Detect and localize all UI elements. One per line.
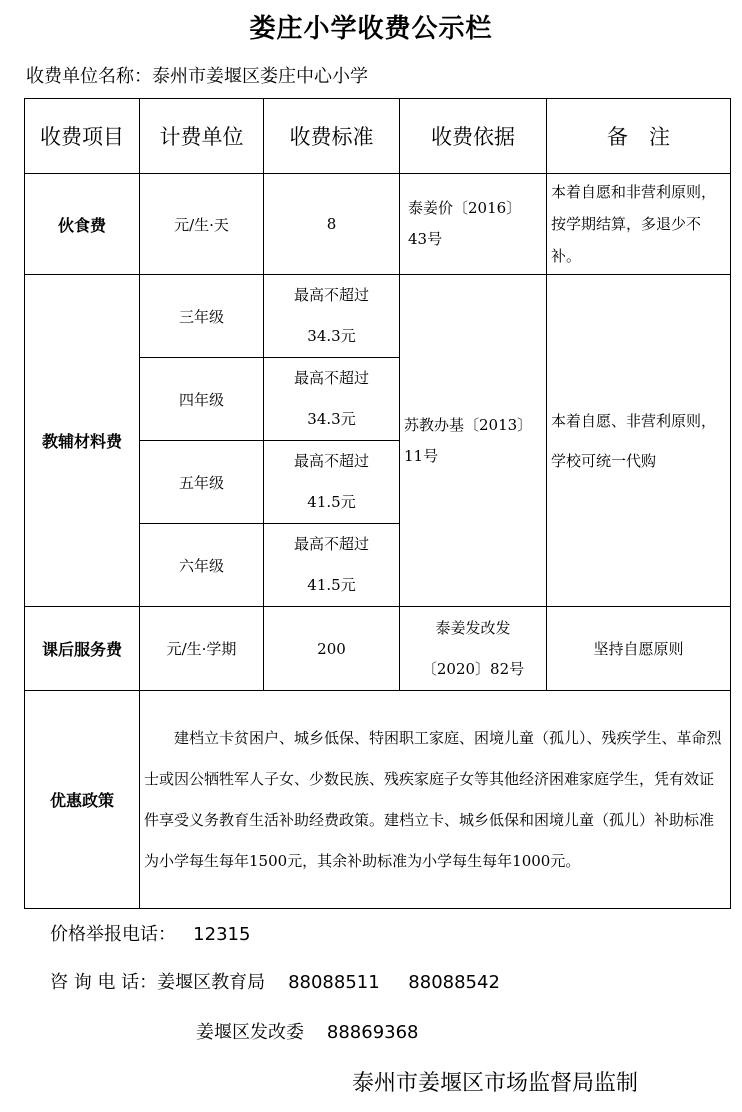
table-row — [25, 174, 731, 275]
standard-line: 41.5元 — [307, 493, 356, 511]
edu-phone: 88088542 — [408, 972, 500, 993]
standard-cell — [264, 358, 400, 441]
basis-line: 苏教办基〔2013〕 — [404, 415, 533, 434]
standard-cell — [264, 441, 400, 524]
standard-line: 最高不超过 — [293, 452, 369, 470]
standard-cell — [264, 524, 400, 607]
page-title: 娄庄小学收费公示栏 — [249, 14, 493, 44]
policy-text: 建档立卡贫困户、城乡低保、特困职工家庭、困境儿童（孤儿）、残疾学生、革命烈士或因公牺牲军人子女、少数民族、残疾家庭子女等其他经济困难家庭学生，凭有效证件享受义务教育生活补助经费政策。建档立卡、城乡低保和困境儿童（孤儿）补助标准为小学每生每年1500元，其余补助标准为小学每生每年1000元。 — [140, 691, 731, 909]
report-phone-line — [50, 920, 250, 946]
header-cell: 计费单位 — [140, 99, 264, 174]
table-row — [25, 691, 731, 909]
header-cell: 收费项目 — [25, 99, 140, 174]
basis-line: 11号 — [404, 446, 439, 465]
note-cell: 本着自愿和非营利原则，按学期结算，多退少不补。 — [547, 174, 731, 275]
note-line: 本着自愿、非营利原则， — [551, 411, 717, 430]
standard-cell — [264, 275, 400, 358]
basis-line: 43号 — [408, 230, 443, 248]
edu-label: 姜堰区教育局 — [157, 972, 266, 993]
grade-cell: 五年级 — [140, 441, 264, 524]
item-cell: 课后服务费 — [25, 607, 140, 691]
standard-line: 34.3元 — [307, 410, 356, 428]
header-cell: 收费依据 — [400, 99, 547, 174]
item-cell: 教辅材料费 — [25, 275, 140, 607]
grade-cell: 三年级 — [140, 275, 264, 358]
basis-cell — [400, 275, 547, 607]
standard-line: 41.5元 — [307, 576, 356, 594]
header-cell: 备 注 — [547, 99, 731, 174]
table-header-row — [25, 99, 731, 174]
dev-phone-line — [196, 1018, 419, 1044]
standard-line: 最高不超过 — [293, 286, 369, 304]
item-cell: 优惠政策 — [25, 691, 140, 909]
consult-phone-line — [50, 968, 500, 994]
standard-line: 最高不超过 — [293, 535, 369, 553]
basis-line: 泰姜发改发 — [435, 618, 511, 637]
note-cell: 坚持自愿原则 — [547, 607, 731, 691]
standard-line: 34.3元 — [307, 327, 356, 345]
consult-label: 咨 询 电 话： — [50, 972, 158, 993]
dev-phone: 88869368 — [326, 1022, 419, 1043]
header-cell: 收费标准 — [264, 99, 400, 174]
supervisor-line: 泰州市姜堰区市场监督局监制 — [352, 1071, 639, 1096]
report-phone: 12315 — [193, 924, 251, 945]
standard-cell: 8 — [264, 174, 400, 275]
basis-cell — [400, 607, 547, 691]
basis-cell — [400, 174, 547, 275]
report-label: 价格举报电话： — [50, 924, 176, 945]
standard-cell: 200 — [264, 607, 400, 691]
grade-cell: 四年级 — [140, 358, 264, 441]
unit-cell: 元/生·天 — [140, 174, 264, 275]
item-cell: 伙食费 — [25, 174, 140, 275]
edu-phone: 88088511 — [288, 972, 380, 993]
charging-unit: 收费单位名称：泰州市姜堰区娄庄中心小学 — [26, 66, 368, 87]
note-line: 学校可统一代购 — [551, 451, 657, 470]
table-row — [25, 275, 731, 358]
unit-cell: 元/生·学期 — [140, 607, 264, 691]
standard-line: 最高不超过 — [293, 369, 369, 387]
basis-line: 〔2020〕82号 — [421, 659, 525, 678]
note-cell — [547, 275, 731, 607]
table-row — [25, 607, 731, 691]
basis-line: 泰姜价〔2016〕 — [408, 199, 522, 217]
fee-table — [24, 98, 731, 909]
dev-label: 姜堰区发改委 — [196, 1022, 304, 1043]
grade-cell: 六年级 — [140, 524, 264, 607]
